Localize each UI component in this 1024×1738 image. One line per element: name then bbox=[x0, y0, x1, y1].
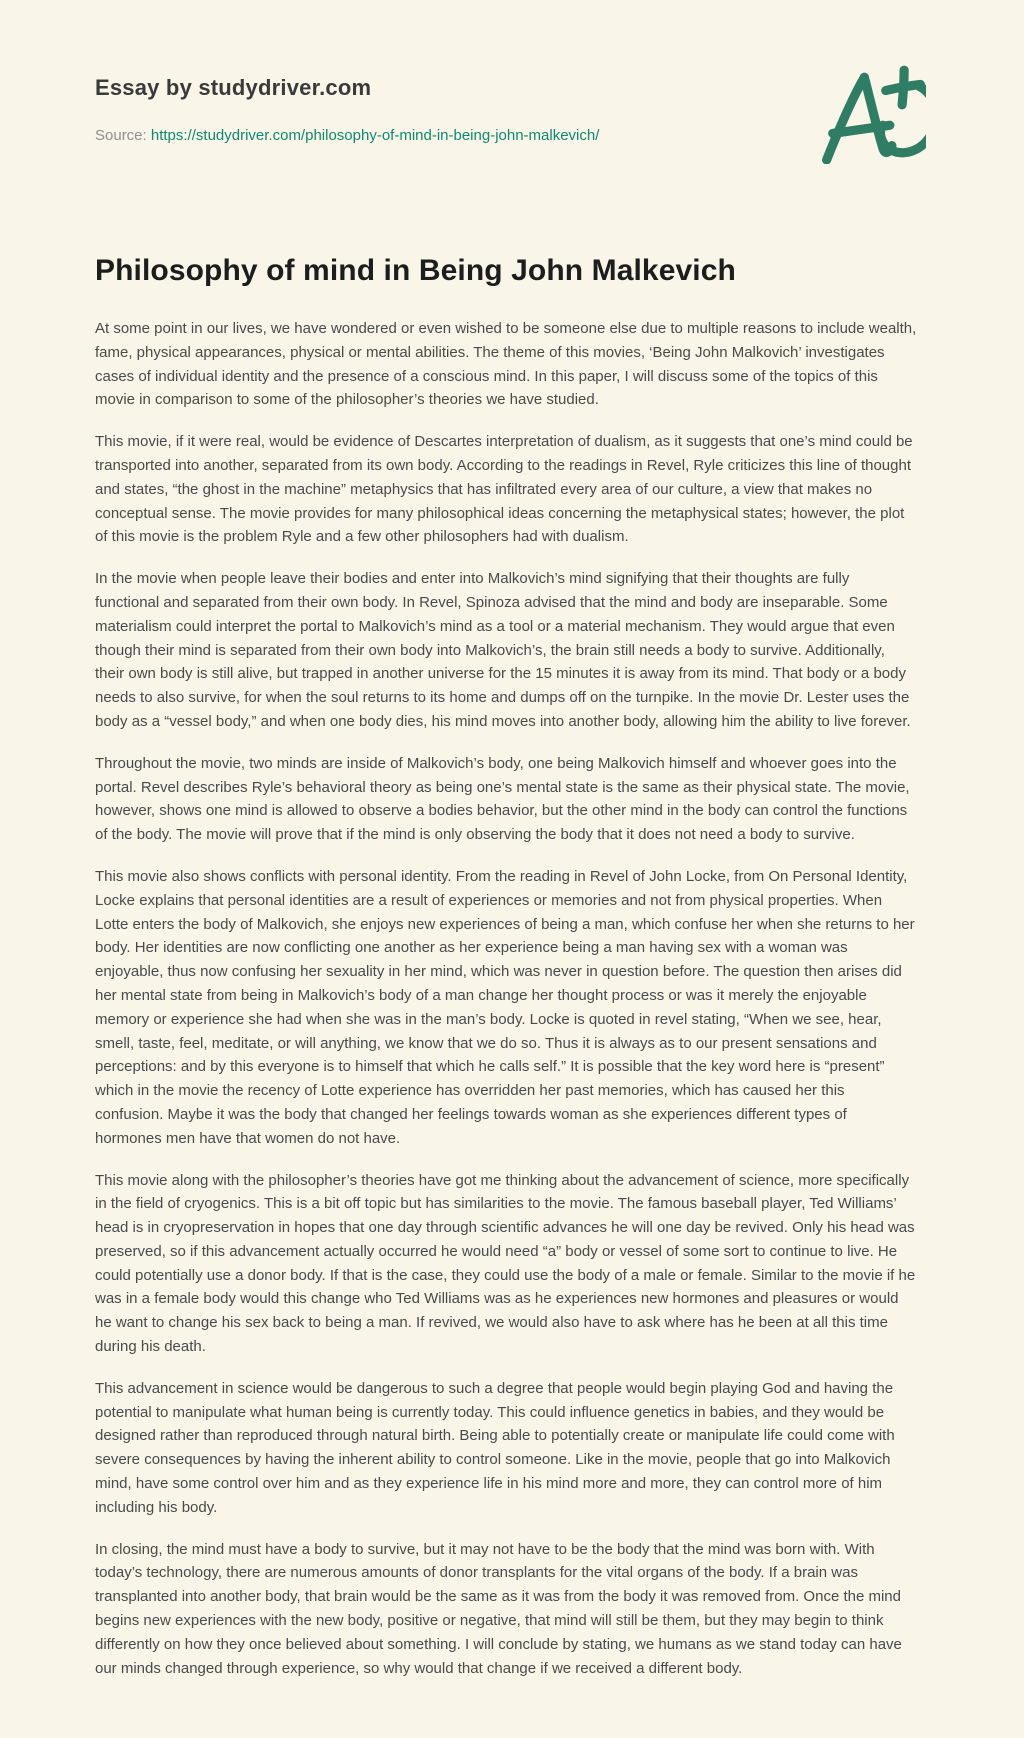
essay-paragraph: This movie along with the philosopher’s theories have got me thinking about the advancement of science, more specifically in the field of cryogenics. This is a bit off topic but has similarities to the movie. The famous baseball player, Ted Williams’ head is in cryopreservation in hopes that one day through scientific advances he will one day be revived. Only his head was preserved, so if this advancement actually occurred he would need “a” body or vessel of some sort to continue to live. He could potentially use a donor body. If that is the case, they could use the body of a male or female. Similar to the movie if he was in a female body would this change who Ted Williams was as he experiences new hormones and pleasures or would he want to change his sex back to being a man. If revived, we would also have to ask where has he been at all this time during his death. bbox=[95, 1171, 916, 1356]
source-url-link[interactable]: https://studydriver.com/philosophy-of-mind-in-being-john-malkevich/ bbox=[150, 127, 600, 144]
site-header-title: Essay by studydriver.com bbox=[95, 75, 372, 100]
source-line bbox=[95, 127, 917, 144]
essay-paragraph: This advancement in science would be dangerous to such a degree that people would begin playing God and having the potential to manipulate what human being is currently today. This could influence genetics in babies, and they would be designed rather than reproduced through natural birth. Being able to potentially create or manipulate life could come with severe consequences by having the inherent ability to control someone. Like in the movie, people that go into Malkovich mind, have some control over him and as they experience life in his mind more and more, they can control more of him including his body. bbox=[95, 1379, 895, 1516]
essay-paragraph: In the movie when people leave their bodies and enter into Malkovich’s mind signifying that their thoughts are fully functional and separated from their own body. In Revel, Spinoza advised that the mind and body are inseparable. Some materialism could interpret the portal to Malkovich’s mind as a tool or a material mechanism. They would argue that even though their mind is separated from their own body into Malkovich’s, the brain still needs a body to survive. Additionally, their own body is still alive, but trapped in another universe for the 15 minutes it is away from its mind. That body or a body needs to also survive, for when the soul returns to its home and dumps off on the turnpike. In the movie Dr. Lester uses the body as a “vessel body,” and when one body dies, his mind moves into another body, allowing him the ability to live forever. bbox=[95, 570, 911, 730]
essay-paragraph: This movie also shows conflicts with personal identity. From the reading in Revel of John Locke, from On Personal Identity, Locke explains that personal identities are a result of experiences or memories and not from physical properties. When Lotte enters the body of Malkovich, she enjoys new experiences of being a man, which confuse her when she returns to her body. Her identities are now conflicting one another as her experience being a man having sex with a woman was enjoyable, thus now confusing her sexuality in her mind, which was never in question before. The question then arises did her mental state from being in Malkovich’s body of a man change her thought process or was it merely the enjoyable memory or experience she had when she was in the man’s body. Locke is quoted in revel stating, “When we see, hear, smell, taste, feel, meditate, or will anything, we know that we do so. Thus it is always as to our present sensations and perceptions: and by this everyone is to himself that which he calls self.” It is possible that the key word here is “present” which in the movie the recency of Lotte experience has overridden her past memories, which has caused her this confusion. Maybe it was the body that changed her feelings towards woman as she experiences different types of hormones men have that women do not have. bbox=[95, 867, 915, 1147]
essay-paragraph: Throughout the movie, two minds are inside of Malkovich’s body, one being Malkovich himself and whoever goes into the portal. Revel describes Ryle’s behavioral theory as being one’s mental state is the same as their physical state. The movie, however, shows one mind is allowed to observe a bodies behavior, but the other mind in the body can control the functions of the body. The movie will prove that if the mind is only observing the body that it does not need a body to survive. bbox=[95, 754, 910, 844]
essay-paragraph: In closing, the mind must have a body to survive, but it may not have to be the body that the mind was born with. With today’s technology, there are numerous amounts of donor transplants for the vital organs of the body. If a brain was transplanted into another body, that brain would be the same as it was from the body it was removed from. Once the mind begins new experiences with the new body, positive or negative, that mind will still be them, but they may begin to think differently on how they once believed about something. I will conclude by stating, we humans as we stand today can have our minds changed through experience, so why would that change if we received a different body. bbox=[95, 1540, 902, 1677]
essay-paragraph: At some point in our lives, we have wondered or even wished to be someone else due to multiple reasons to include wealth, fame, physical appearances, physical or mental abilities. The theme of this movies, ‘Being John Malkovich’ investigates cases of individual identity and the presence of a conscious mind. In this paper, I will discuss some of the topics of this movie in comparison to some of the philosopher’s theories we have studied. bbox=[95, 320, 917, 409]
essay-body bbox=[95, 317, 917, 1680]
source-label: Source: bbox=[95, 127, 147, 144]
a-plus-logo bbox=[818, 62, 926, 164]
essay-paragraph: This movie, if it were real, would be evidence of Descartes interpretation of dualism, as it suggests that one’s mind could be transported into another, separated from its own body. According to the readings in Revel, Ryle criticizes this line of thought and states, “the ghost in the machine” metaphysics that has infiltrated every area of our culture, a view that makes no conceptual sense. The movie provides for many philosophical ideas concerning the metaphysical states; however, the plot of this movie is the problem Ryle and a few other philosophers had with dualism. bbox=[95, 433, 913, 546]
article-title: Philosophy of mind in Being John Malkevich bbox=[95, 254, 736, 287]
